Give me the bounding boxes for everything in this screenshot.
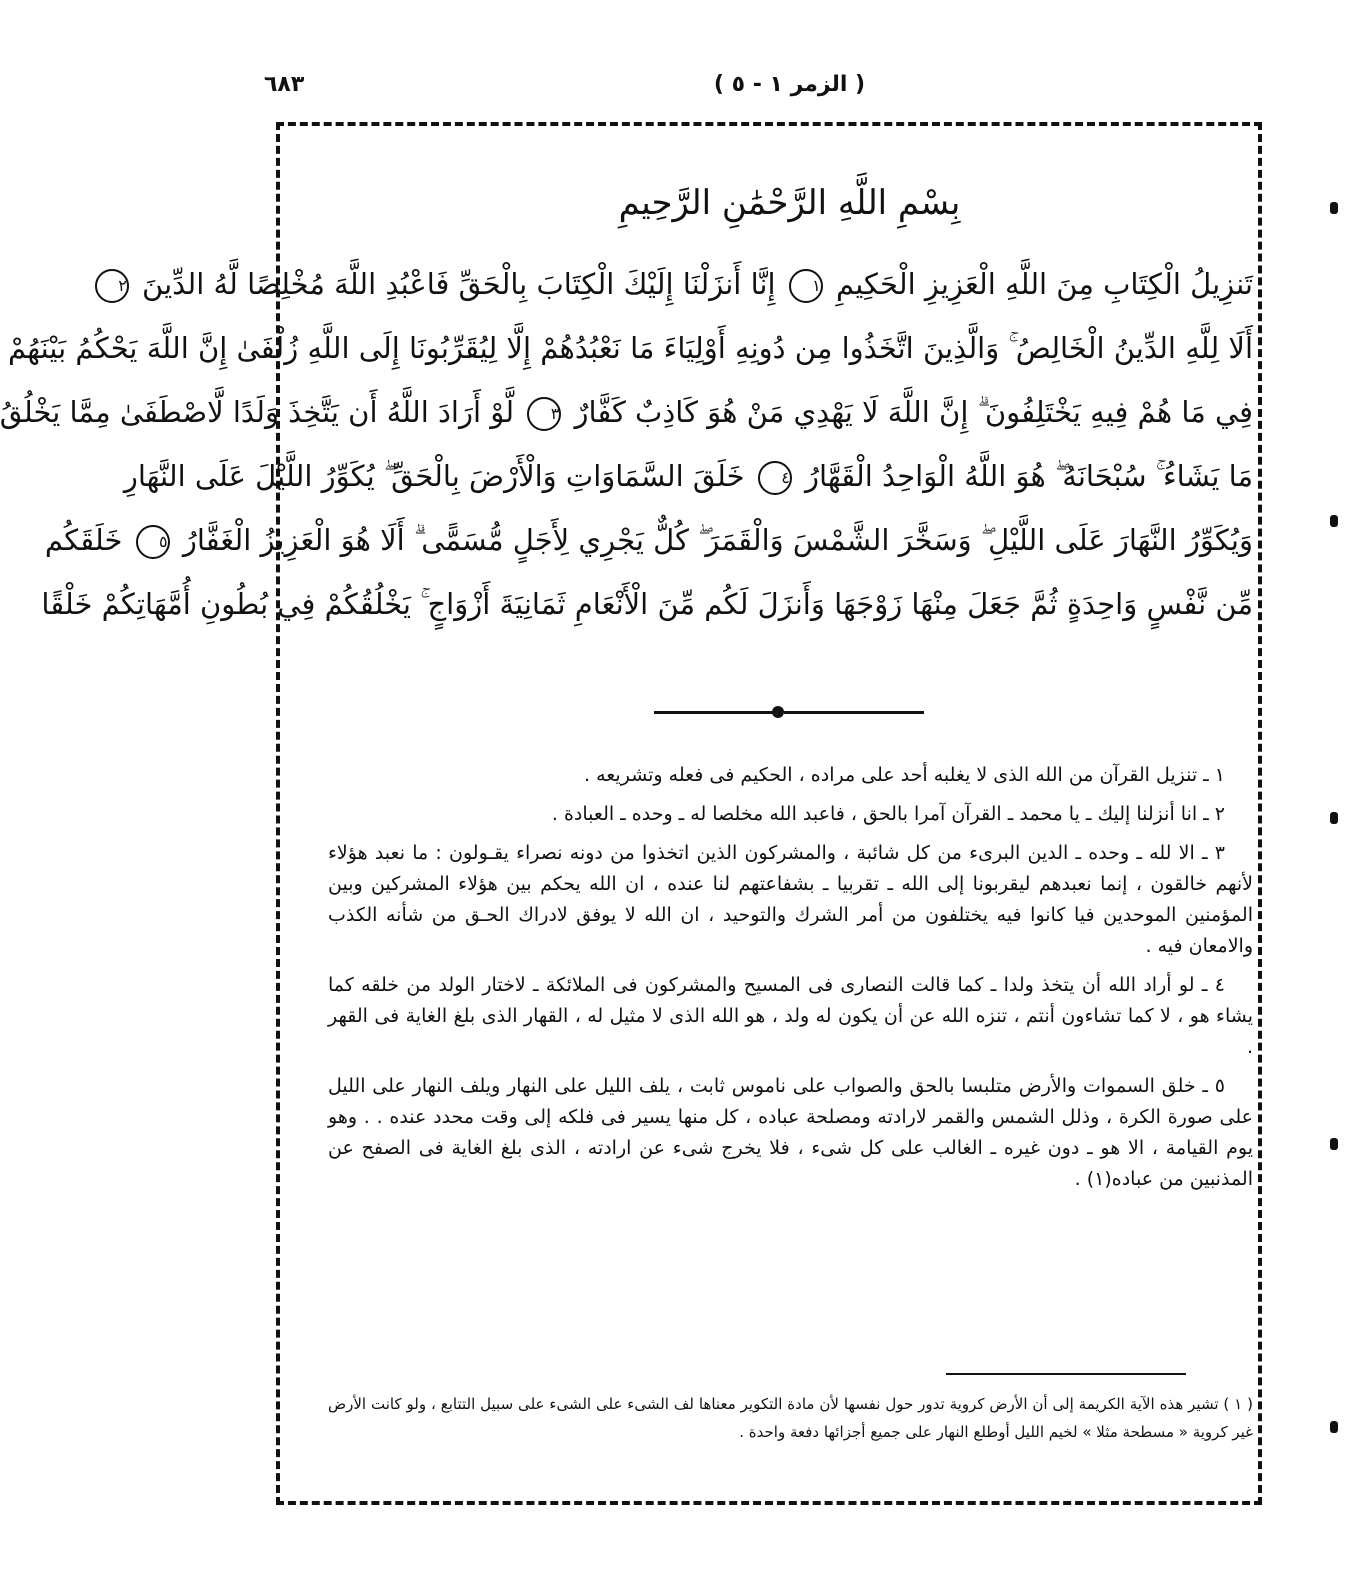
verse-text: خَلَقَكُم bbox=[44, 523, 123, 557]
verse-text: مَا يَشَاءُ ۚ سُبْحَانَهُ ۖ هُوَ اللَّهُ الْوَاحِدُ الْقَهَّارُ bbox=[805, 459, 1253, 493]
divider-line bbox=[784, 711, 924, 714]
ayah-number-marker: ٥ bbox=[136, 525, 170, 559]
footnote: ( ١ ) تشير هذه الآية الكريمة إلى أن الأرض كروية تدور حول نفسها لأن مادة التكوير معناها لف الشىء على الشىء على سبيل التتابع ، ولو كانت الأرض غير كروية « مسطحة مثلا » لخيم الليل أوطلع النهار على جميع أجزائها دفعة واحدة . bbox=[328, 1395, 1253, 1441]
verse-line bbox=[7, 316, 1253, 380]
commentary-paragraph: ٥ ـ خلق السموات والأرض متلبسا بالحق والصواب على ناموس ثابت ، يلف الليل على النهار ويلف النهار على الليل على صورة الكرة ، وذلل الشمس والقمر لارادته ومصلحة عباده ، كل منها يسير فى فلكه إلى وقت محدد عنده . . وهو يوم القيامة ، الا هو ـ دون غيره ـ الغالب على كل شىء ، فلا يخرج شىء عن ارادته ، الذى بلغ الغاية فى الصفح عن المذنبين من عباده(١) . bbox=[328, 1075, 1253, 1190]
binding-mark bbox=[1330, 1421, 1338, 1433]
page-header: ( الزمر ١ - ٥ ) bbox=[713, 72, 866, 97]
binding-mark bbox=[1330, 812, 1338, 824]
commentary-paragraph: ٤ ـ لو أراد الله أن يتخذ ولدا ـ كما قالت النصارى فى المسيح والمشركون فى الملائكة ـ لاختار الولد من خلقه كما يشاء هو ، لا كما تشاءون أنتم ، تنزه الله عن أن يكون له ولد ، هو الله الذى لا مثيل له ، القهار الذى بلغ الغاية فى القهر . bbox=[328, 974, 1253, 1058]
verse-line bbox=[118, 252, 1253, 316]
ayah-number-marker: ٣ bbox=[527, 397, 561, 431]
verse-text: إِنَّا أَنزَلْنَا إِلَيْكَ الْكِتَابَ بِالْحَقِّ فَاعْبُدِ اللَّهَ مُخْلِصًا لَّهُ الدِّينَ bbox=[142, 267, 776, 301]
basmala-text: بِسْمِ اللَّهِ الرَّحْمَٰنِ الرَّحِيمِ bbox=[618, 183, 961, 223]
verse-text: فِي مَا هُمْ فِيهِ يَخْتَلِفُونَ ۗ إِنَّ اللَّهَ لَا يَهْدِي مَنْ هُوَ كَاذِبٌ كَفَّارٌ bbox=[574, 395, 1253, 429]
commentary-paragraph: ١ ـ تنزيل القرآن من الله الذى لا يغلبه أحد على مراده ، الحكيم فى فعله وتشريعه . bbox=[583, 764, 1225, 786]
verse-text: لَّوْ أَرَادَ اللَّهُ أَن يَتَّخِذَ وَلَدًا لَّاصْطَفَىٰ مِمَّا يَخْلُقُ bbox=[0, 395, 515, 429]
commentary-paragraph: ٢ ـ انا أنزلنا إليك ـ يا محمد ـ القرآن آمرا بالحق ، فاعبد الله مخلصا له ـ وحده ـ العبادة . bbox=[551, 803, 1225, 825]
verse-text: تَنزِيلُ الْكِتَابِ مِنَ اللَّهِ الْعَزِيزِ الْحَكِيمِ bbox=[835, 267, 1253, 301]
verse-text: وَيُكَوِّرُ النَّهَارَ عَلَى اللَّيْلِ ۖ وَسَخَّرَ الشَّمْسَ وَالْقَمَرَ ۖ كُلٌّ يَجْرِي لِأَجَلٍ مُّسَمًّى ۗ أَلَا هُوَ الْعَزِيزُ الْغَفَّارُ bbox=[182, 523, 1253, 557]
verse-line bbox=[41, 572, 1253, 636]
binding-mark bbox=[1330, 515, 1338, 527]
verse-text: مِّن نَّفْسٍ وَاحِدَةٍ ثُمَّ جَعَلَ مِنْهَا زَوْجَهَا وَأَنزَلَ لَكُم مِّنَ الْأَنْعَامِ ثَمَانِيَةَ أَزْوَاجٍ ۚ يَخْلُقُكُمْ فِي بُطُونِ أُمَّهَاتِكُمْ خَلْقًا bbox=[41, 587, 1253, 621]
tafsir-commentary bbox=[328, 760, 1253, 1203]
verse-text: خَلَقَ السَّمَاوَاتِ وَالْأَرْضَ بِالْحَقِّ ۖ يُكَوِّرُ اللَّيْلَ عَلَى النَّهَارِ bbox=[123, 459, 745, 493]
verse-line bbox=[44, 508, 1253, 572]
footnote-separator bbox=[946, 1373, 1186, 1375]
ayah-number-marker: ١ bbox=[789, 269, 823, 303]
verse-text: أَلَا لِلَّهِ الدِّينُ الْخَالِصُ ۚ وَالَّذِينَ اتَّخَذُوا مِن دُونِهِ أَوْلِيَاءَ مَا نَعْبُدُهُمْ إِلَّا لِيُقَرِّبُونَا إِلَى اللَّهِ زُلْفَىٰ إِنَّ اللَّهَ يَحْكُمُ بَيْنَهُمْ bbox=[7, 331, 1253, 365]
page-number: ٦٨٣ bbox=[264, 72, 305, 97]
ayah-number-marker: ٤ bbox=[758, 461, 792, 495]
binding-mark bbox=[1330, 202, 1338, 214]
verse-line bbox=[123, 444, 1253, 508]
basmala bbox=[228, 183, 1351, 223]
verse-line bbox=[0, 380, 1253, 444]
commentary-paragraph: ٣ ـ الا لله ـ وحده ـ الدين البرىء من كل شائبة ، والمشركون الذين اتخذوا من دونه نصراء يقـولون : ما نعبد هؤلاء لأنهم خالقون ، إنما نعبدهم ليقربونا إلى الله ـ تقربيا ـ بشفاعتهم لنا عنده ، ان الله يحكم بين هؤلاء المشركين وبين المؤمنين الموحدين فيا كانوا فيه يختلفون من أمر الشرك والتوحيد ، ان الله لا يوفق لادراك الحـق من شأنه الكذب والامعان فيه . bbox=[328, 842, 1253, 957]
quran-verses bbox=[0, 252, 1253, 636]
divider-dot bbox=[772, 706, 784, 718]
section-divider-ornament bbox=[654, 705, 924, 719]
binding-mark bbox=[1330, 1138, 1338, 1150]
divider-line bbox=[654, 711, 774, 714]
ayah-number-marker: ٢ bbox=[95, 269, 129, 303]
